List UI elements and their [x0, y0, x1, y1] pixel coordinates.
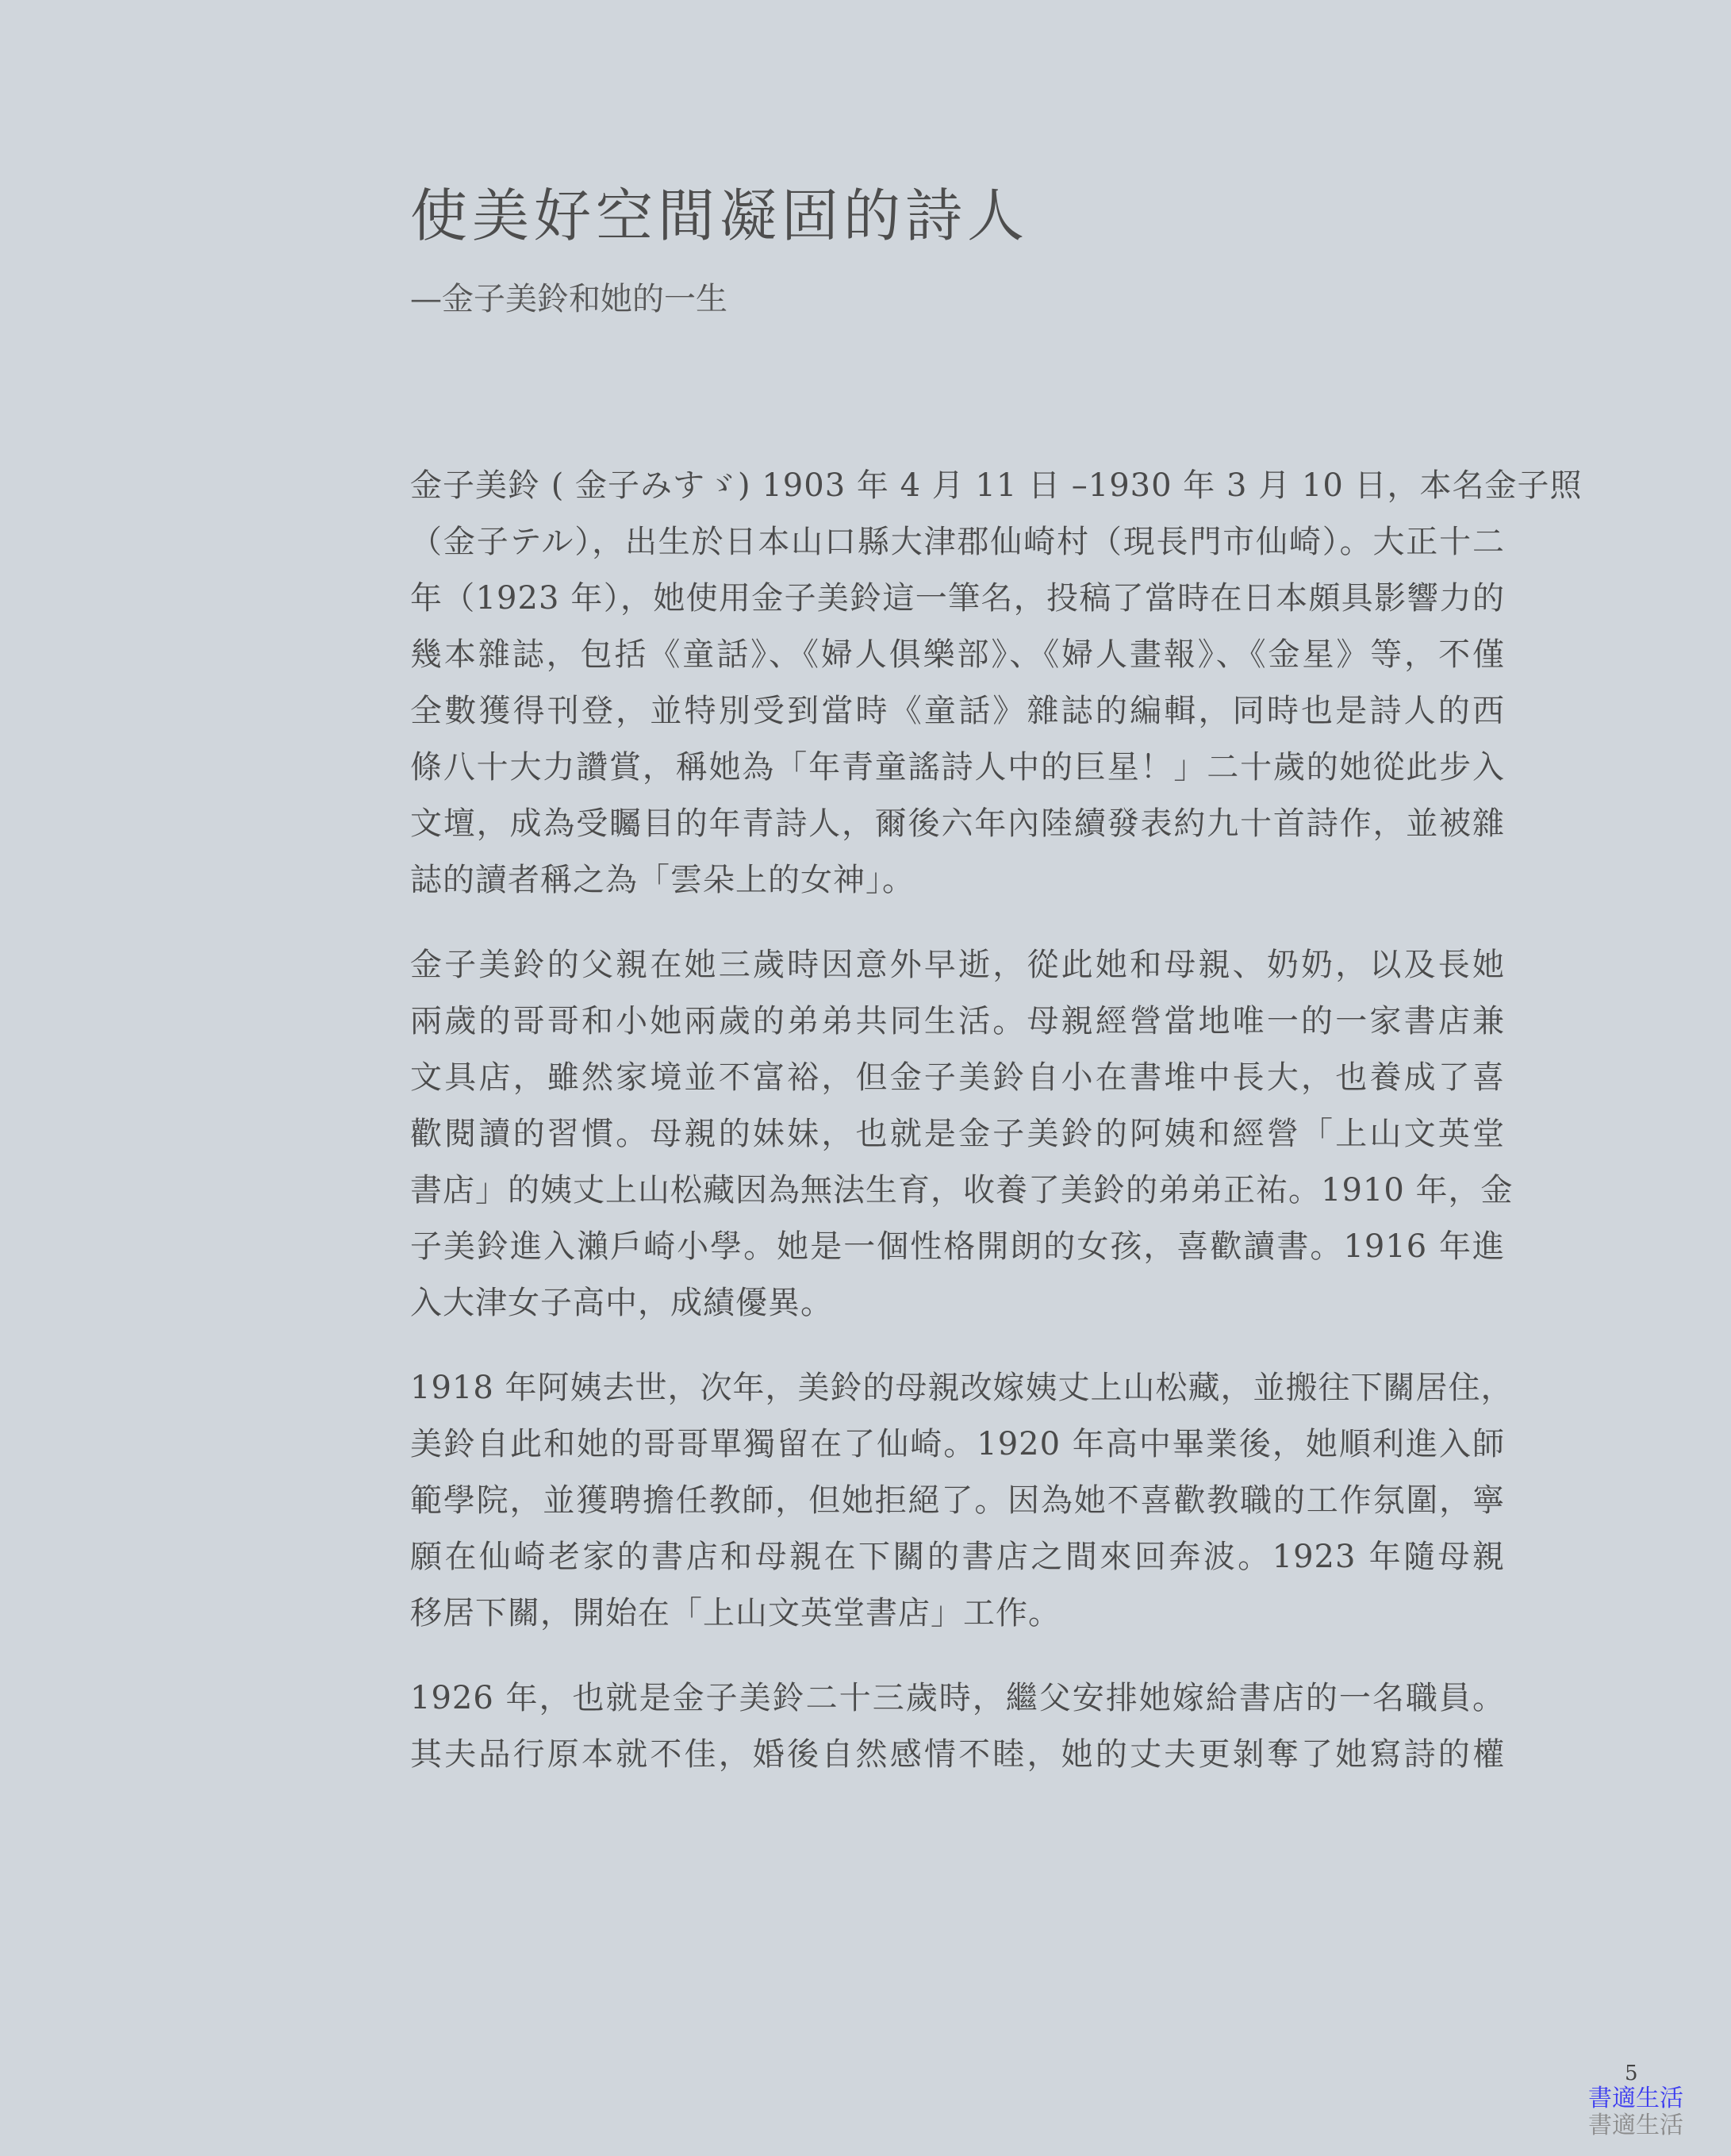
text-line: 文壇，成為受矚目的年青詩人，爾後六年內陸續發表約九十首詩作，並被雜 [410, 805, 1505, 842]
text-line: 範學院，並獲聘擔任教師，但她拒絕了。因為她不喜歡教職的工作氛圍，寧 [410, 1482, 1505, 1519]
text-line: 1926 年，也就是金子美鈴二十三歲時，繼父安排她嫁給書店的一名職員。 [410, 1680, 1505, 1716]
page-subtitle: —金子美鈴和她的一生 [410, 281, 727, 317]
text-line: 金子美鈴的父親在她三歲時因意外早逝，從此她和母親、奶奶，以及長她 [410, 947, 1505, 983]
paragraph-3 [410, 1360, 1514, 1642]
text-line: 美鈴自此和她的哥哥單獨留在了仙崎。1920 年高中畢業後，她順利進入師 [410, 1426, 1505, 1462]
text-line: 1918 年阿姨去世，次年，美鈴的母親改嫁姨丈上山松藏，並搬往下關居住， [410, 1370, 1514, 1406]
text-line: 條八十大力讚賞，稱她為「年青童謠詩人中的巨星！」二十歲的她從此步入 [410, 749, 1505, 786]
text-line: 全數獲得刊登，並特別受到當時《童話》雜誌的編輯，同時也是詩人的西 [410, 693, 1505, 729]
text-line: 歡閱讀的習慣。母親的妹妹，也就是金子美鈴的阿姨和經營「上山文英堂 [410, 1116, 1505, 1152]
text-line: （金子テル），出生於日本山口縣大津郡仙崎村（現長門市仙崎）。大正十二 [410, 524, 1505, 560]
text-line: 兩歲的哥哥和小她兩歲的弟弟共同生活。母親經營當地唯一的一家書店兼 [410, 1003, 1505, 1040]
text-line: 幾本雜誌，包括《童話》、《婦人俱樂部》、《婦人畫報》、《金星》等，不僅 [410, 636, 1505, 673]
text-line: 文具店，雖然家境並不富裕，但金子美鈴自小在書堆中長大，也養成了喜 [410, 1059, 1505, 1096]
text-line: 金子美鈴 ( 金子みすゞ) 1903 年 4 月 11 日 –1930 年 3 月 10 日，本名金子照 [410, 467, 1583, 504]
brand-watermark: 書適生活 [1588, 2112, 1683, 2139]
text-line: 入大津女子高中，成績優異。 [410, 1285, 833, 1321]
text-line: 子美鈴進入瀨戶崎小學。她是一個性格開朗的女孩，喜歡讀書。1916 年進 [410, 1228, 1505, 1265]
text-line: 書店」的姨丈上山松藏因為無法生育，收養了美鈴的弟弟正祐。1910 年，金 [410, 1172, 1514, 1209]
page-title: 使美好空間凝固的詩人 [410, 183, 1030, 249]
text-line: 誌的讀者稱之為「雲朵上的女神」。 [410, 862, 915, 898]
text-line: 其夫品行原本就不佳，婚後自然感情不睦，她的丈夫更剝奪了她寫詩的權 [410, 1736, 1505, 1773]
text-line: 年（1923 年），她使用金子美鈴這一筆名，投稿了當時在日本頗具影響力的 [410, 580, 1505, 617]
paragraph-2 [410, 937, 1514, 1332]
paragraph-4 [410, 1670, 1505, 1783]
page-number: 5 [1625, 2062, 1638, 2085]
text-line: 移居下關，開始在「上山文英堂書店」工作。 [410, 1595, 1061, 1631]
brand-link[interactable]: 書適生活 [1588, 2085, 1683, 2112]
paragraph-1 [410, 458, 1583, 909]
article-body [410, 458, 1583, 1812]
text-line: 願在仙崎老家的書店和母親在下關的書店之間來回奔波。1923 年隨母親 [410, 1539, 1505, 1575]
